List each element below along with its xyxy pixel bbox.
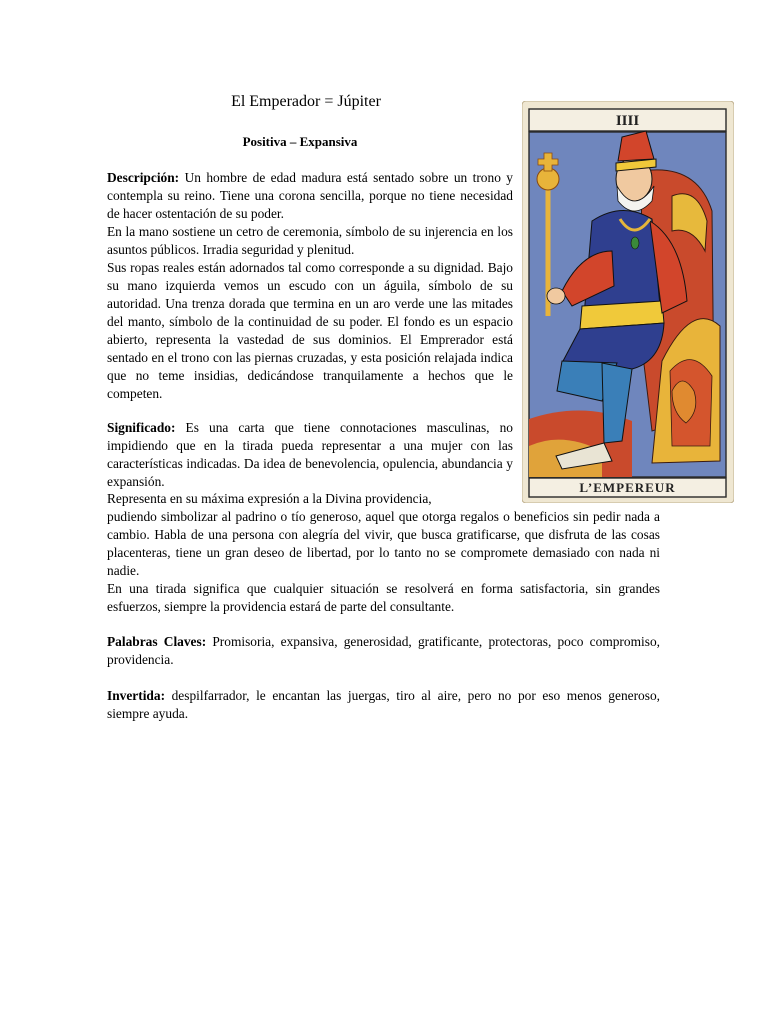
significado-paragraph-3: En una tirada significa que cualquier situación se resolverá en forma satisfactoria, sin grandes esfuerzos, siempre la providencia estará de parte del consultante. [107, 581, 660, 614]
invertida-text: despilfarrador, le encantan las juergas, tiro al aire, pero no por eso menos generoso, siempre ayuda. [107, 688, 660, 721]
descripcion-paragraph-3: Sus ropas reales están adornados tal como corresponde a su dignidad. Bajo su mano izquierda vemos un escudo con un águila, símbolo de su autoridad. Una trenza dorada que termina en un aro verde une las mitades del manto, símbolo de la continuidad de su poder. El fondo es un espacio abierto, representa la vastedad de sus dominios. El Emprerador está sentado en el trono con las piernas cruzadas, y esta posición relajada indica que no teme insidias, dedicándose tranquilamente a hechos que le competen. [107, 260, 513, 401]
page-title: El Emperador = Júpiter [231, 93, 381, 110]
significado-text-1: Es una carta que tiene connotaciones masculinas, no impidiendo que en la tirada pueda representar a una mujer con las características indicadas. Da idea de benevolencia, opulencia, abundancia y expansión. [107, 420, 513, 489]
significado-paragraph-2b: pudiendo simbolizar al padrino o tío generoso, aquel que otorga regalos o beneficios sin pedir nada a cambio. Habla de una persona con alegría del vivir, que busca gratificarse, que disfruta de las cosas placenteras, tiene un gran deseo de libertad, por lo tanto no se compromete demasiado con nada ni nadie. [107, 509, 660, 578]
tarot-card-illustration [522, 101, 734, 503]
significado-label: Significado: [107, 420, 176, 435]
descripcion-paragraph-2: En la mano sostiene un cetro de ceremonia, símbolo de su injerencia en los asuntos públicos. Irradia seguridad y plenitud. [107, 224, 513, 257]
invertida-paragraph [107, 687, 660, 723]
tarot-card-image [522, 101, 734, 503]
palabras-claves-label: Palabras Claves: [107, 634, 207, 649]
invertida-label: Invertida: [107, 688, 166, 703]
palabras-claves-text: Promisoria, expansiva, generosidad, gratificante, protectoras, poco compromiso, providencia. [107, 634, 660, 667]
descripcion-paragraph [107, 169, 513, 223]
page-subtitle: Positiva – Expansiva [242, 134, 358, 149]
descripcion-label: Descripción: [107, 170, 180, 185]
card-name: L’EMPEREUR [579, 480, 676, 495]
palabras-claves-paragraph [107, 633, 660, 669]
card-number: IIII [615, 113, 640, 129]
descripcion-text-1: Un hombre de edad madura está sentado sobre un trono y contempla su reino. Tiene una corona sencilla, porque no tiene necesidad de hacer ostentación de su poder. [107, 170, 513, 221]
significado-paragraph [107, 419, 513, 491]
significado-paragraph-2a: Representa en su máxima expresión a la Divina providencia, [107, 491, 432, 506]
